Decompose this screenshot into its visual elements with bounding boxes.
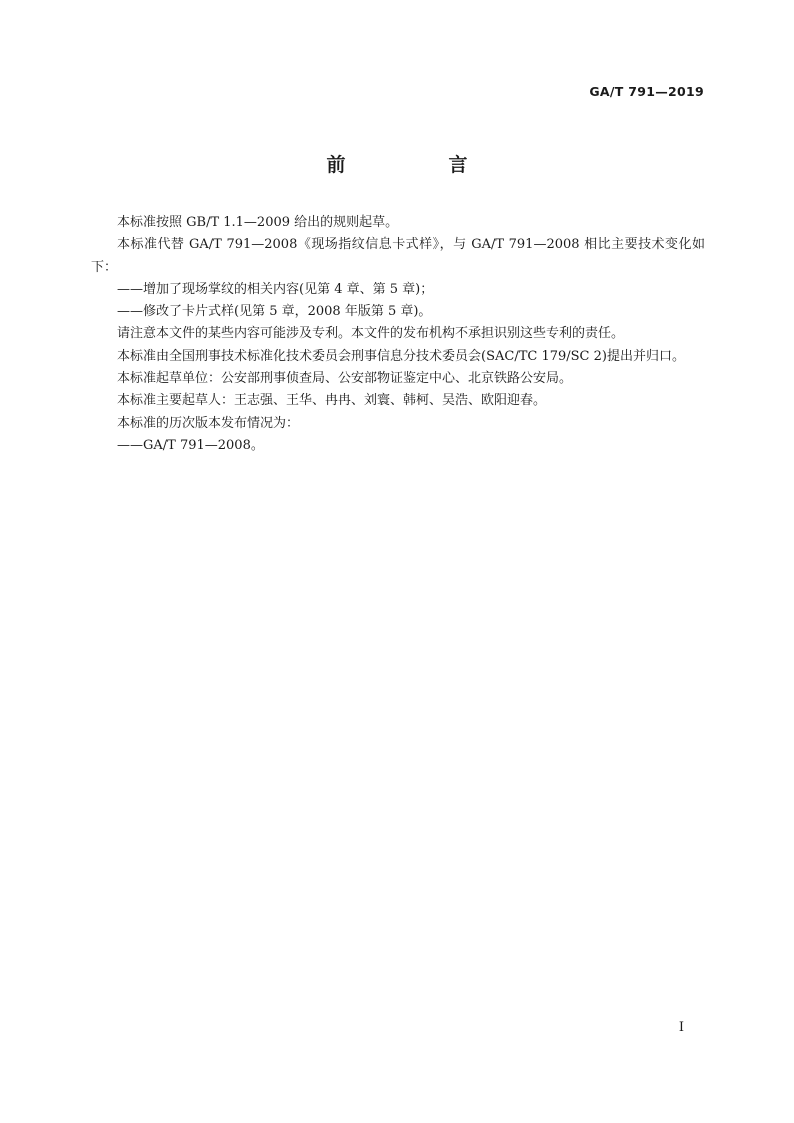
paragraph-drafting-units: 本标准起草单位：公安部刑事侦查局、公安部物证鉴定中心、北京铁路公安局。	[117, 371, 573, 387]
paragraph-proposer: 本标准由全国刑事技术标准化技术委员会刑事信息分技术委员会(SAC/TC 179/SC 2)提出并归口。	[117, 348, 685, 364]
paragraph-history-item: ——GA/T 791—2008。	[117, 437, 264, 453]
paragraph-drafters: 本标准主要起草人：王志强、王华、冉冉、刘寰、韩柯、吴浩、欧阳迎春。	[117, 393, 547, 409]
paragraph-history-intro: 本标准的历次版本发布情况为：	[117, 415, 300, 431]
paragraph-replaces: 本标准代替 GA/T 791—2008《现场指纹信息卡式样》，与 GA/T 791—2008 相比主要技术变化如下：	[91, 237, 705, 275]
paragraph-change-item-1: ——增加了现场掌纹的相关内容(见第 4 章、第 5 章)；	[117, 281, 434, 297]
standard-code: GA/T 791—2019	[589, 84, 704, 99]
paragraph-change-item-2: ——修改了卡片式样(见第 5 章，2008 年版第 5 章)。	[117, 304, 432, 320]
body-text	[91, 212, 705, 457]
paragraph-patent-notice: 请注意本文件的某些内容可能涉及专利。本文件的发布机构不承担识别这些专利的责任。	[117, 326, 625, 342]
page-title: 前 言	[326, 154, 510, 176]
paragraph-drafting-rules: 本标准按照 GB/T 1.1—2009 给出的规则起草。	[117, 215, 399, 230]
page-number: I	[678, 1020, 684, 1035]
